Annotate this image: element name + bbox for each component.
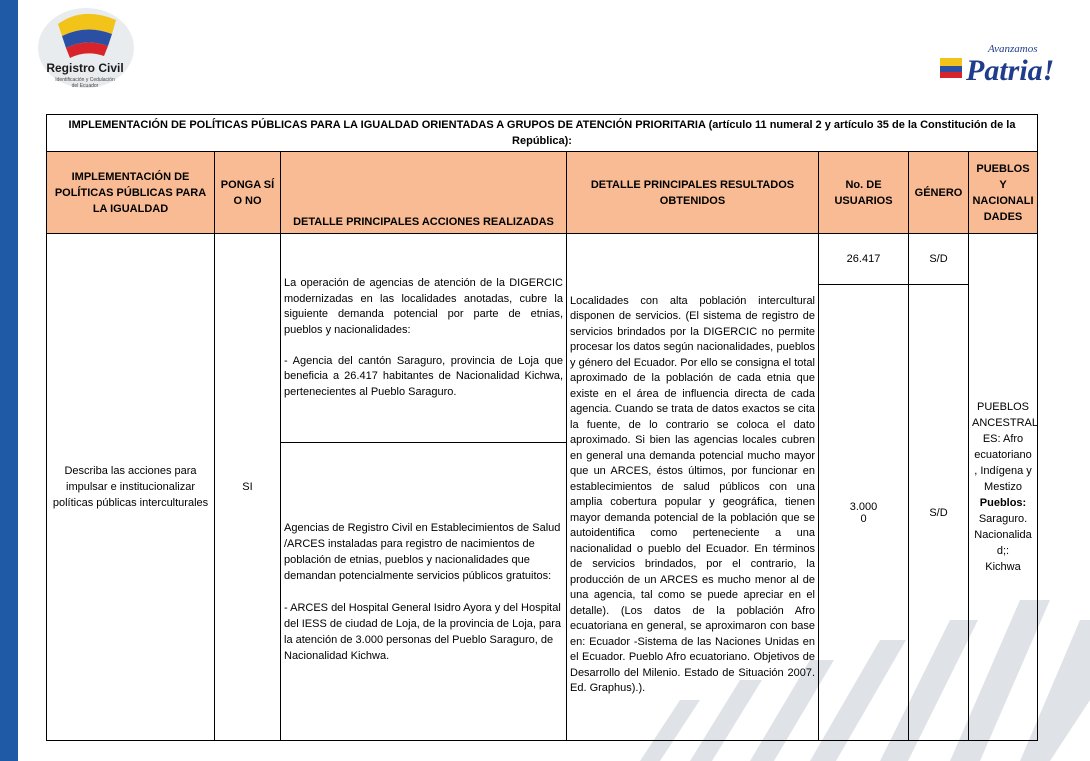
header-usuarios: No. DE USUARIOS xyxy=(819,152,909,234)
table-row xyxy=(47,234,1038,285)
header-resultados: DETALLE PRINCIPALES RESULTADOS OBTENIDOS xyxy=(567,152,819,234)
header-acciones: DETALLE PRINCIPALES ACCIONES REALIZADAS xyxy=(281,152,567,234)
cell-usuarios-1: 26.417 xyxy=(819,234,909,285)
table-title-row xyxy=(47,115,1038,152)
logo-sub2: del Ecuador xyxy=(71,83,99,89)
avanzamos-patria-logo xyxy=(936,36,1066,92)
header-pueblos: PUEBLOS Y NACIONALI DADES xyxy=(969,152,1038,234)
usuarios-2-b: 0 xyxy=(860,512,867,525)
cell-si: SI xyxy=(215,234,281,741)
logo-sub1: Identificación y Cedulación xyxy=(55,77,115,83)
registro-civil-logo xyxy=(28,4,138,100)
logo-name: Registro Civil xyxy=(46,61,124,75)
flag-red xyxy=(940,72,962,78)
cell-resultado: Localidades con alta población intercultural disponen de servicios. (El sistema de registro de servicios brindados por la DIGERCIC no permite procesar los datos según nacionalidades, pueblos y género del Ecuador. Por ello se consigna el total aproximado de la población de cada etnia que existe en el área de influencia directa de cada agencia. Cuando se trata de datos exactos se cita la fuente, de lo contrario se coloca el dato aproximado. Si bien las agencias locales cubren en general una demanda potencial mucho mayor que un ARCES, éstos últimos, por funcionar en establecimientos de salud públicos con una amplia cobertura popular y geográfica, tienen mayor demanda potencial de la población que se autoidentifica como perteneciente a una nacionalidad o pueblo del Ecuador. En términos de servicios brindados, por el contrario, la producción de un ARCES es mucho menor al de una agencia, tal como se puede apreciar en el detalle). (Los datos de la población Afro ecuatoriana en general, se aproximaron con base en: Ecuador -Sistema de las Naciones Unidas en el Ecuador. Pueblo Afro ecuatoriano. Objetivos de Desarrollo del Milenio. Estado de Situación 2007. Ed. Graphus).). xyxy=(567,234,819,741)
cell-genero-1: S/D xyxy=(909,234,969,285)
pueblos-label: Pueblos: xyxy=(979,497,1027,509)
header-genero: GÉNERO xyxy=(909,152,969,234)
cell-usuarios-2 xyxy=(819,285,909,741)
table-header-row xyxy=(47,152,1038,234)
pueblos-ancestrales: PUEBLOS ANCESTRAL ES: Afro ecuatoriano , Indígena y Mestizo xyxy=(972,401,1039,493)
cell-accion-1: La operación de agencias de atención de la DIGERCIC modernizadas en las localidades anotadas, cubre la siguiente demanda potencial por parte de etnias, pueblos y nacionalidades: - Agencia del cantón Saraguro, provincia de Loja que beneficia a 26.417 habitantes de Nacionalidad Kichwa, pertenecientes al Pueblo Saraguro. xyxy=(281,234,567,443)
logo-word: Patria! xyxy=(966,54,1055,87)
pueblos-kichwa: Kichwa xyxy=(985,561,1021,573)
table-title: IMPLEMENTACIÓN DE POLÍTICAS PÚBLICAS PARA LA IGUALDAD ORIENTADAS A GRUPOS DE ATENCIÓN PRIORITARIA (artículo 11 numeral 2 y artículo 35 de la Constitución de la República): xyxy=(47,115,1038,152)
flag-blue xyxy=(940,66,962,72)
logo-tagline: Avanzamos xyxy=(988,43,1038,55)
pueblos-saraguro: Saraguro. Nacionalida d;: xyxy=(974,513,1032,557)
header-politicas: IMPLEMENTACIÓN DE POLÍTICAS PÚBLICAS PARA LA IGUALDAD xyxy=(47,152,215,234)
cell-descripcion: Describa las acciones para impulsar e institucionalizar políticas públicas interculturales xyxy=(47,234,215,741)
cell-accion-2: Agencias de Registro Civil en Establecimientos de Salud /ARCES instaladas para registro de nacimientos de población de etnias, pueblos y nacionalidades que demandan potencialmente servicios públicos gratuitos: - ARCES del Hospital General Isidro Ayora y del Hospital del IESS de ciudad de Loja, de la provincia de Loja, para la atención de 3.000 personas del Pueblo Saraguro, de Nacionalidad Kichwa. xyxy=(281,443,567,741)
flag-yellow xyxy=(940,58,962,66)
policies-table xyxy=(46,114,1038,741)
header-ponga: PONGA SÍ O NO xyxy=(215,152,281,234)
cell-pueblos xyxy=(969,234,1038,741)
cell-genero-2: S/D xyxy=(909,285,969,741)
left-accent-bar xyxy=(0,0,18,761)
usuarios-2-a: 3.000 xyxy=(849,500,878,513)
